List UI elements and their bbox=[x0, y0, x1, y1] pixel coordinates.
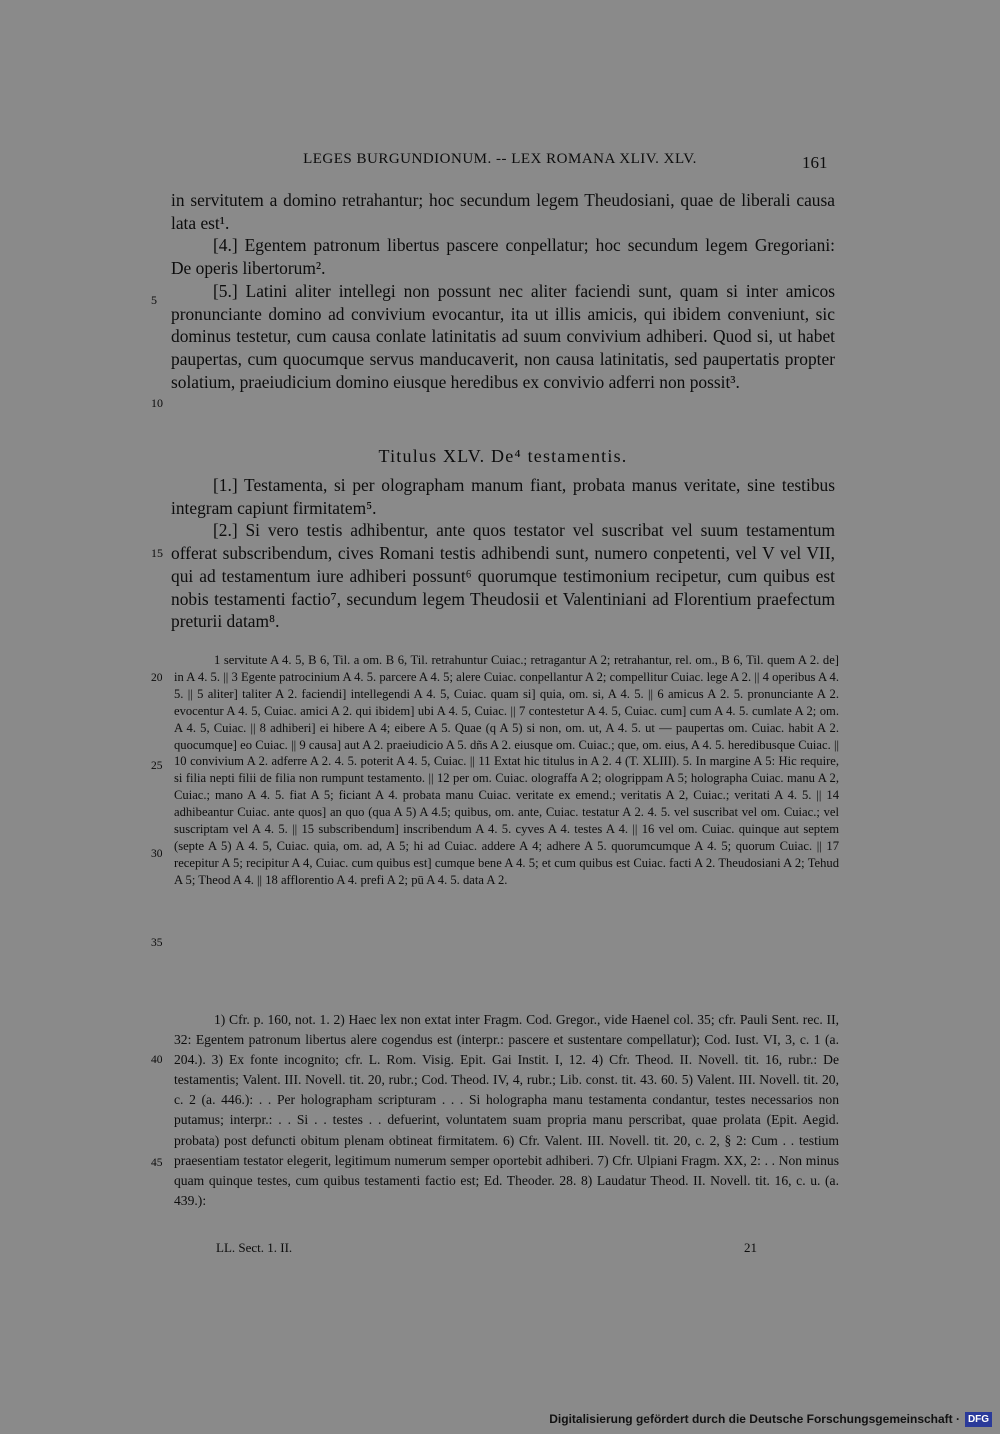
line-number: 15 bbox=[151, 546, 163, 560]
line-number: 20 bbox=[151, 672, 163, 684]
paragraph-2: [4.] Egentem patronum libertus pascere conpellatur; hoc secundum legem Gregoriani: De operis libertorum². bbox=[171, 235, 835, 279]
footnotes-text: 1) Cfr. p. 160, not. 1. 2) Haec lex non extat inter Fragm. Cod. Gregor., vide Haenel col. 35; cfr. Pauli Sent. rec. II, 32: Egentem patronum libertus alere cogendus est (interpr.: pascere et sustentare compellatur); Cod. Iust. VI, 3, c. 1 (a. 204.). 3) Ex fonte incognito; cfr. L. Rom. Visig. Epit. Gai Instit. I, 12. 4) Cfr. Theod. II. Novell. tit. 16, rubr.: De testamentis; Valent. III. Novell. tit. 20, rubr.; Cod. Theod. IV, 4, rubr.; Lib. const. tit. 43. 60. 5) Valent. III. Novell. tit. 20, c. 2 (a. 446.): . . Per holographam scripturam . . . Si holographa manu testamenta condantur, testes necessarios non putamus; interpr.: . . Si . . testes . . defuerint, voluntatem suam propria manu perscribat, quae prolata (Epit. Aegid. probata) post defuncti obitum plenam obtineat firmitatem. 6) Cfr. Valent. III. Novell. tit. 20, c. 2, § 2: Cum . . testium praesentiam testator elegerit, legitimum numerum semper oportebit adhiberi. 7) Cfr. Ulpiani Fragm. XX, 2: . . Non minus quam quinque testes, cum quibus testamenti factio est; Ed. Theoder. 28. 8) Laudatur Theod. II. Novell. tit. 16, c. u. (a. 439.): bbox=[174, 1012, 839, 1208]
line-number: 35 bbox=[151, 937, 163, 949]
line-number: 25 bbox=[151, 760, 163, 772]
page-number: 161 bbox=[802, 153, 828, 172]
main-text-block-1 bbox=[171, 189, 835, 393]
line-number: 45 bbox=[151, 1157, 163, 1169]
paragraph-4: [1.] Testamenta, si per olographam manum fiant, probata manus veritate, sine testibus integram capiunt firmitatem⁵. bbox=[171, 475, 835, 518]
footnotes bbox=[174, 1010, 839, 1211]
dfg-credit-text: Digitalisierung gefördert durch die Deutsche Forschungsgemeinschaft · bbox=[549, 1412, 960, 1426]
line-number: 30 bbox=[151, 848, 163, 860]
line-number: 5 bbox=[151, 293, 157, 307]
paragraph-3: [5.] Latini aliter intellegi non possunt nec aliter faciendi sunt, quam si inter amicos pronunciante domino ad convivium evocantur, ita ut illis amicis, qui ibidem conveniunt, sic dominus testetur, cum causa conlate latinitatis ad suum convivium adhiberi. Quod si, ut habet paupertas, cum quocumque servus manducaverit, non causa latinitatis, sed paupertatis propter solatium, praeiudicium domino eiusque heredibus ex convivio adferri non possit³. bbox=[171, 280, 835, 392]
paragraph-5: [2.] Si vero testis adhibentur, ante quos testator vel suscribat vel suum testamentum offerat subscribendum, cives Romani testis adhibendi sunt, numero conpetenti, vel V vel VII, qui ad testamentum iure adhiberi possunt⁶ quorumque testimonium recipetur, cum quibus est nobis testamenti factio⁷, secundum legem Theudosii et Valentiniani ad Florentium praefectum preturii datam⁸. bbox=[171, 520, 835, 632]
section-title: Titulus XLV. De⁴ testamentis. bbox=[378, 446, 628, 466]
paragraph-1: in servitutem a domino retrahantur; hoc secundum legem Theudosiani, quae de liberali causa lata est¹. bbox=[171, 190, 835, 233]
dfg-logo-icon: DFG bbox=[965, 1412, 992, 1427]
line-number: 10 bbox=[151, 396, 163, 410]
main-text-block-2 bbox=[171, 474, 835, 633]
critical-apparatus bbox=[174, 652, 839, 889]
footer-section: LL. Sect. 1. II. bbox=[216, 1240, 293, 1255]
page-header bbox=[0, 151, 1000, 175]
dfg-credit-bar bbox=[0, 1410, 1000, 1434]
apparatus-text: 1 servitute A 4. 5, B 6, Til. a om. B 6, Til. retrahuntur Cuiac.; retragantur A 2; retrahantur, rel. om., B 6, Til. quem A 2. de] in A 4. 5. || 3 Egente patrocinium A 4. 5. parcere A 4. 5; alere Cuiac. conpellantur A 2; compellitur Cuiac. lege A 2. || 4 operibus A 4. 5. || 5 aliter] taliter A 2. faciendi] intellegendi A 4. 5, Cuiac. quam si] quia, om. si, A 4. 5. || 6 amicus A 2. 5. pronunciante A 2. evocentur A 4. 5, Cuiac. amici A 2. qui ibidem] ubi A 4. 5, Cuiac. || 7 contestetur A 4. 5, Cuiac. cum] cum A 4. 5. cumlate A 2; om. A 4. 5, Cuiac. || 8 adhiberi] ei hibere A 4; eibere A 5. Quae (q A 5) si non, om. ut, A 4. 5. ut — paupertas om. Cuiac. habit A 2. quocumque] eo Cuiac. || 9 causa] aut A 2. praeiudicio A 5. dñs A 2. eiusque om. Cuiac.; que, om. eius, A 4. 5. heredibusque Cuiac. || 10 convivium A 2. adferre A 2. 4. 5. poterit A 4. 5, Cuiac. || 11 Extat hic titulus in A 2. 4 (T. XLIII). 5. In margine A 5: Hic require, si filia nepti filii de filia non rumpunt testamento. || 12 per om. Cuiac. olograffa A 2; ologrippam A 5; holographa Cuiac. manu A 2, Cuiac.; mano A 4. 5. fiat A 5; ficiant A 4. probata manu Cuiac. veritate ex emend.; veritatis A 2, Cuiac.; veritati A 4. 5. || 14 adhibeantur Cuiac. ante quos] an quo (qua A 5) A 4.5; quibus, om. ante, Cuiac. testatur A 2. 4. 5. vel suscribat vel om. Cuiac.; vel suscriptam vel A 4. 5. || 15 subscribendum] inscribendum A 4. 5. cyves A 4. testes A 4. || 16 vel om. Cuiac. quinque aut septem (septe A 5) A 4. 5, Cuiac. quia, om. ad, A 5; hi ad Cuiac. addere A 4; adhere A 5. quorumcumque A 4. 5; quorum Cuiac. || 17 recepitur A 5; recipitur A 4, Cuiac. cum quibus est] cumque bene A 4. 5; et cum quibus est Cuiac. facti A 2. Theudosiani A 2; Tehud A 5; Theod A 4. || 18 afflorentio A 4. prefi A 2; pū A 4. 5. data A 2. bbox=[174, 653, 839, 887]
running-title: LEGES BURGUNDIONUM. -- LEX ROMANA XLIV. XLV. bbox=[303, 151, 697, 167]
footer-signature: 21 bbox=[744, 1240, 757, 1255]
line-number: 40 bbox=[151, 1054, 163, 1066]
